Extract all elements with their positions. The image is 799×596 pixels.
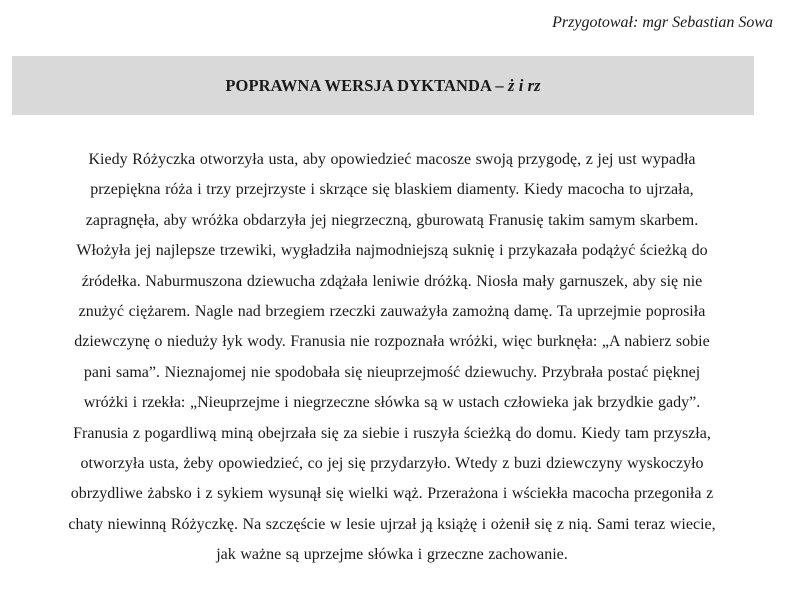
text-line: obrzydliwe żabsko i z sykiem wysunął się wielki wąż. Przerażona i wściekła macocha przegoniła z — [70, 485, 714, 503]
page-title — [225, 76, 540, 96]
title-banner — [12, 56, 754, 115]
author-credit: Przygotował: mgr Sebastian Sowa — [552, 14, 773, 31]
title-letters: ż i rz — [507, 75, 541, 95]
text-line: jak ważne są uprzejme słówka i grzeczne zachowanie. — [216, 546, 568, 564]
text-line: przepiękna róża i trzy przejrzyste i skrzące się blaskiem diamenty. Kiedy macocha to ujrzała, — [90, 181, 694, 199]
text-line: znużyć ciężarem. Nagle nad brzegiem rzeczki zauważyła zamożną damę. Ta uprzejmie poprosiła — [78, 303, 706, 321]
text-line: chaty niewinną Różyczkę. Na szczęście w lesie ujrzał ją książę i ożenił się z nią. Sami teraz wiecie, — [68, 515, 716, 533]
text-line: źródełka. Naburmuszona dziewucha zdążała leniwie dróżką. Niosła mały garnuszek, aby się nie — [81, 272, 703, 290]
text-line: zapragnęła, aby wróżka obdarzyła jej niegrzeczną, gburowatą Franusię takim samym skarbem. — [85, 211, 699, 229]
title-main: POPRAWNA WERSJA DYKTANDA – — [225, 75, 504, 95]
text-line: Kiedy Różyczka otworzyła usta, aby opowiedzieć macosze swoją przygodę, z jej ust wypadła — [88, 151, 696, 168]
text-line: pani sama”. Nieznajomej nie spodobała się nieuprzejmość dziewuchy. Przybrała postać pięknej — [83, 363, 701, 381]
text-line: Włożyła jej najlepsze trzewiki, wygładziła najmodniejszą suknię i przykazała podążyć ścieżką do — [76, 242, 708, 260]
text-line: Franusia z pogardliwą miną obejrzała się za siebie i ruszyła ścieżką do domu. Kiedy tam przyszła, — [73, 424, 711, 442]
text-line: wróżki i rzekła: „Nieuprzejme i niegrzeczne słówka są w ustach człowieka jak brzydkie gady”. — [83, 394, 701, 412]
dictation-text — [12, 145, 772, 571]
text-line: dziewczynę o nieduży łyk wody. Franusia nie rozpoznała wróżki, więc burknęła: „A nabierz sobie — [74, 333, 710, 351]
text-line: otworzyła usta, żeby opowiedzieć, co jej się przydarzyło. Wtedy z buzi dziewczyny wyskoczyło — [80, 455, 704, 473]
